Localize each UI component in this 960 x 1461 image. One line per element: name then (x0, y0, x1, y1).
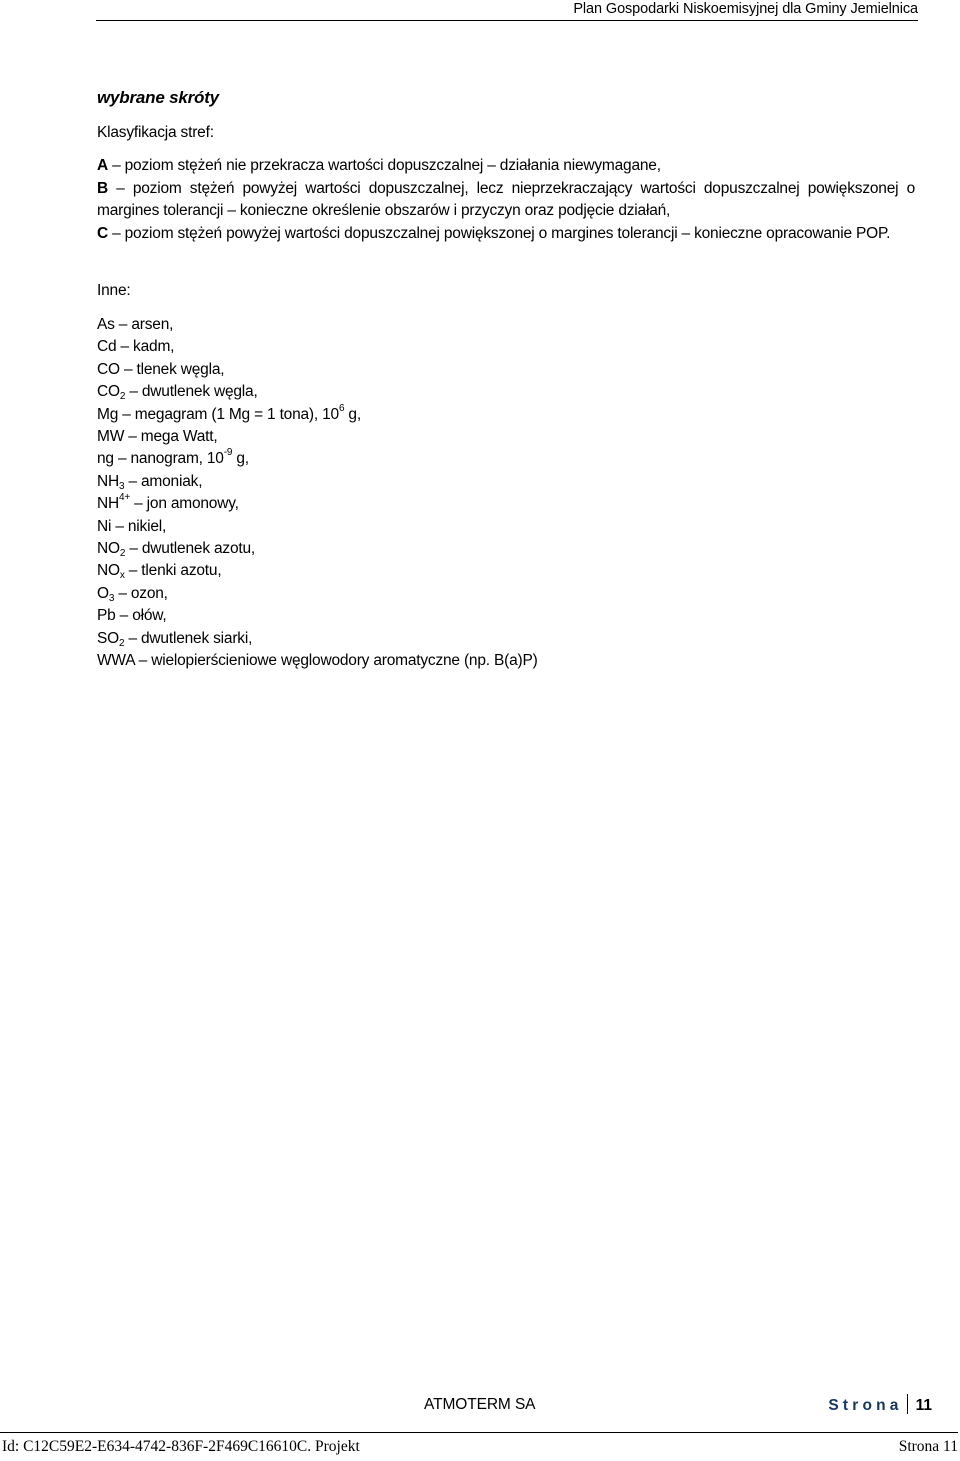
zone-description: – poziom stężeń powyżej wartości dopuszczalnej powiększonej o margines tolerancji – konieczne opracowanie POP. (108, 224, 891, 242)
abbreviation-item (97, 560, 538, 582)
abbreviation-meaning: – nikiel, (111, 517, 167, 535)
company-name: ATMOTERM SA (424, 1396, 536, 1413)
abbreviation-meaning: – tlenek węgla, (119, 360, 225, 378)
page-separator (907, 1394, 908, 1414)
abbreviation-meaning: – jon amonowy, (130, 495, 239, 513)
abbreviation-term: ng – nanogram, 10 (97, 450, 224, 468)
zone-classification-list (97, 155, 915, 245)
zone-key: A (97, 157, 108, 174)
abbreviation-term: As (97, 316, 115, 333)
zone-description: – poziom stężeń nie przekracza wartości dopuszczalnej – działania niewymagane, (108, 157, 661, 174)
abbreviation-term: WWA (97, 652, 135, 670)
subscript: 3 (119, 480, 125, 492)
page-header (96, 0, 918, 21)
abbreviation-meaning: – amoniak, (124, 472, 203, 490)
abbreviation-item (97, 516, 538, 538)
abbreviation-term: MW (97, 428, 125, 446)
abbreviation-term: Mg – megagram (1 Mg = 1 tona), 10 (97, 405, 339, 423)
subscript: 2 (119, 637, 125, 649)
document-id-bar (0, 1432, 958, 1459)
abbreviation-meaning: – dwutlenek siarki, (124, 629, 253, 647)
id-bar-page: Strona 11 (898, 1438, 958, 1455)
page-footer (96, 1394, 936, 1416)
page-number: 11 (915, 1397, 932, 1414)
subscript: 3 (108, 592, 115, 604)
abbreviation-item (97, 381, 538, 403)
subscript: 2 (119, 391, 126, 403)
document-title: Plan Gospodarki Niskoemisyjnej dla Gminy Jemielnica (573, 1, 918, 17)
other-label: Inne: (97, 282, 131, 299)
page-word: Strona (828, 1397, 903, 1414)
abbreviation-item (97, 426, 538, 448)
abbreviation-item (97, 448, 538, 470)
abbreviation-item (97, 404, 538, 426)
abbreviation-term: SO (97, 629, 119, 647)
abbreviation-meaning: – kadm, (116, 338, 175, 356)
abbreviation-term: Ni (97, 517, 112, 535)
zone-class-a (97, 155, 915, 178)
abbreviation-item (97, 359, 538, 381)
zone-class-c (97, 223, 915, 246)
classification-label: Klasyfikacja stref: (97, 124, 214, 141)
abbreviation-item (97, 493, 538, 515)
abbreviation-list (97, 314, 538, 673)
subscript: 2 (119, 548, 126, 560)
abbreviation-term: NH (97, 472, 119, 490)
zone-description: – poziom stężeń powyżej wartości dopuszczalnej, lecz nieprzekraczający wartości dopuszczalnej powiększonej o margines tolerancji – konieczne określenie obszarów i przyczyn oraz podjęcie działań, (97, 179, 915, 219)
abbreviation-term: NO (97, 562, 120, 580)
abbreviation-item (97, 605, 538, 627)
abbreviation-meaning: – tlenki azotu, (124, 562, 222, 580)
abbreviation-item (97, 314, 538, 336)
page-indicator (828, 1394, 932, 1417)
abbreviation-term: NO (97, 540, 120, 558)
abbreviation-meaning: – ołów, (115, 607, 167, 625)
subscript: x (119, 570, 125, 582)
document-id: Id: C12C59E2-E634-4742-836F-2F469C16610C. Projekt (2, 1438, 360, 1455)
abbreviation-item (97, 628, 538, 650)
abbreviation-meaning: – arsen, (114, 316, 174, 333)
abbreviation-term: O (97, 584, 109, 602)
abbreviation-meaning: – dwutlenek azotu, (125, 540, 255, 558)
abbreviation-meaning: – ozon, (114, 584, 168, 602)
abbreviation-meaning: – mega Watt, (124, 428, 218, 446)
abbreviation-item (97, 583, 538, 605)
superscript: 6 (338, 402, 345, 414)
abbreviation-meaning: g, (232, 450, 249, 468)
abbreviation-meaning: g, (344, 405, 361, 423)
abbreviation-term: Cd (97, 338, 117, 356)
section-heading: wybrane skróty (97, 88, 219, 107)
abbreviation-item (97, 471, 538, 493)
zone-key: C (97, 224, 108, 242)
superscript: -9 (223, 447, 233, 459)
abbreviation-term: CO (97, 360, 120, 378)
superscript: 4+ (119, 492, 131, 504)
abbreviation-meaning: – dwutlenek węgla, (125, 383, 258, 401)
abbreviation-term: CO (97, 383, 120, 401)
abbreviation-meaning: – wielopierścieniowe węglowodory aromatyczne (np. B(a)P) (134, 652, 538, 670)
abbreviation-item (97, 650, 538, 672)
zone-class-b (97, 178, 915, 223)
abbreviation-term: NH (97, 495, 119, 513)
abbreviation-term: Pb (97, 607, 116, 625)
abbreviation-item (97, 538, 538, 560)
abbreviation-item (97, 336, 538, 358)
zone-key: B (97, 179, 108, 197)
